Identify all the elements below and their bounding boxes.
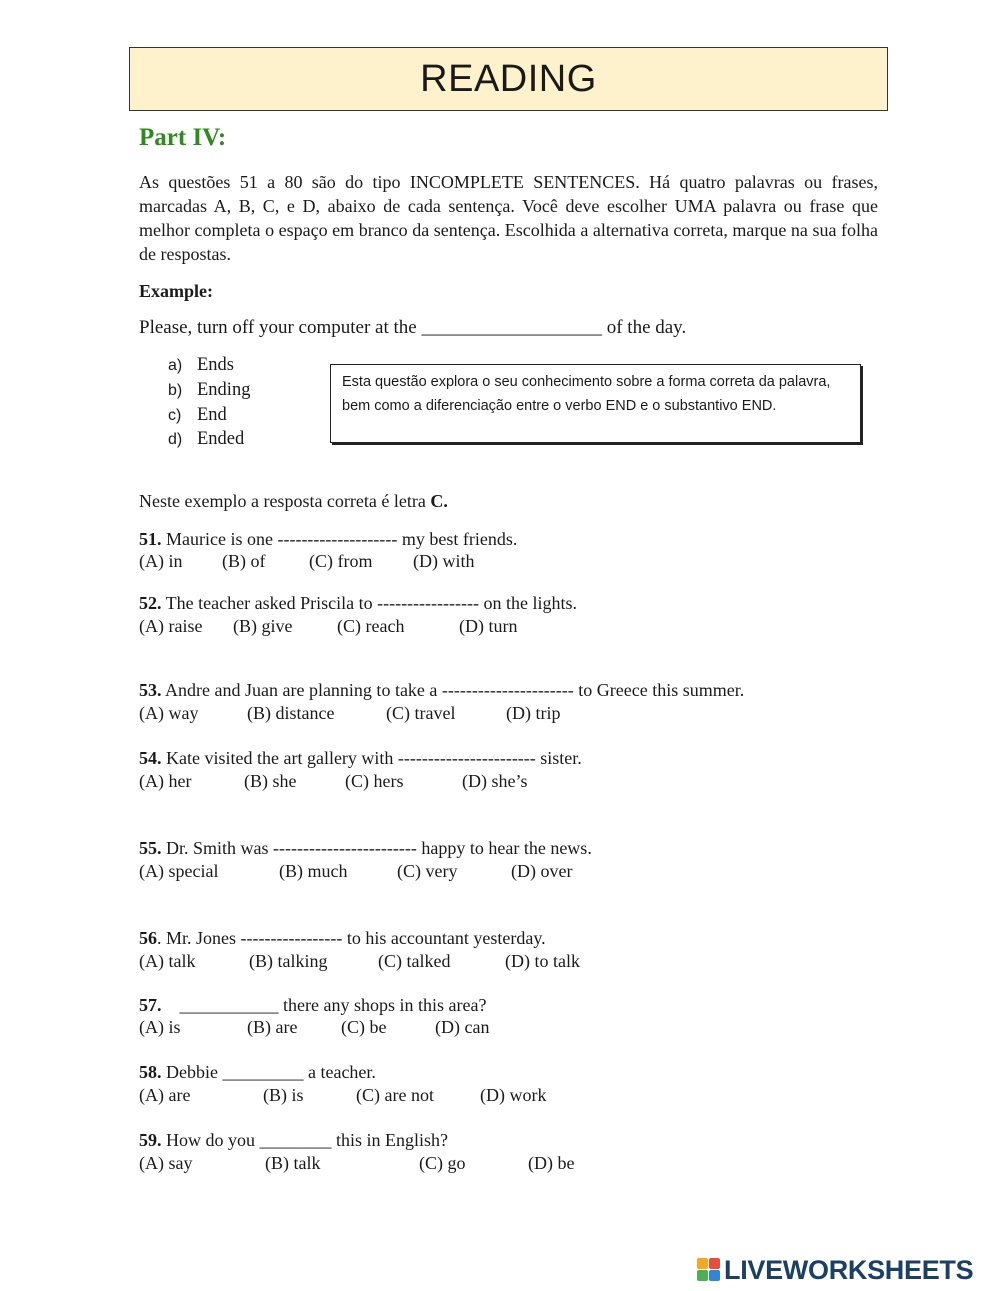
answer-prefix: Neste exemplo a resposta correta é letra: [139, 491, 431, 511]
option-c[interactable]: (C) are not: [356, 1085, 434, 1105]
liveworksheets-logo-icon: [697, 1258, 721, 1282]
example-question: Please, turn off your computer at the ___________________ of the day.: [139, 317, 687, 338]
option-letter: a): [168, 357, 183, 374]
question-number: 57.: [139, 995, 162, 1015]
question-number: 59.: [139, 1130, 162, 1150]
option-a[interactable]: (A) special: [139, 861, 219, 881]
option-letter: d): [168, 431, 183, 448]
question-53: [139, 680, 744, 701]
question-text: Debbie _________ a teacher.: [161, 1062, 376, 1082]
question-text: How do you ________ this in English?: [161, 1130, 448, 1150]
option-c[interactable]: (C) hers: [345, 771, 404, 791]
option-d[interactable]: (D) she’s: [462, 771, 528, 791]
question-text: Andre and Juan are planning to take a ---------------------- to Greece this summer.: [161, 680, 745, 700]
liveworksheets-logo[interactable]: [697, 1255, 973, 1285]
option-letter: c): [168, 407, 182, 424]
example-answer: [139, 491, 448, 512]
part-title: Part IV:: [139, 124, 227, 151]
example-option-c: [168, 405, 227, 426]
question-58: [139, 1062, 376, 1083]
question-text: . Mr. Jones ----------------- to his accountant yesterday.: [157, 928, 546, 948]
option-b[interactable]: (B) give: [233, 616, 293, 636]
option-a[interactable]: (A) talk: [139, 951, 196, 971]
option-text: End: [197, 405, 227, 425]
question-59: [139, 1130, 448, 1151]
option-d[interactable]: (D) turn: [459, 616, 518, 636]
option-b[interactable]: (B) distance: [247, 703, 335, 723]
question-number: 54.: [139, 748, 162, 768]
option-c[interactable]: (C) reach: [337, 616, 405, 636]
option-a[interactable]: (A) her: [139, 771, 192, 791]
option-b[interactable]: (B) is: [263, 1085, 304, 1105]
option-c[interactable]: (C) travel: [386, 703, 456, 723]
question-number: 55.: [139, 838, 162, 858]
option-d[interactable]: (D) trip: [506, 703, 561, 723]
reading-title-text: READING: [420, 57, 597, 100]
option-d[interactable]: (D) with: [413, 551, 475, 571]
option-b[interactable]: (B) of: [222, 551, 266, 571]
question-54: [139, 748, 582, 769]
option-text: Ends: [197, 355, 234, 375]
option-c[interactable]: (C) talked: [378, 951, 451, 971]
option-text: Ended: [197, 429, 245, 449]
question-number: 56: [139, 928, 157, 948]
option-c[interactable]: (C) be: [341, 1017, 387, 1037]
option-text: Ending: [197, 380, 251, 400]
option-d[interactable]: (D) to talk: [505, 951, 580, 971]
answer-letter: C.: [430, 491, 448, 511]
question-51: [139, 529, 517, 550]
option-c[interactable]: (C) go: [419, 1153, 466, 1173]
option-a[interactable]: (A) in: [139, 551, 183, 571]
option-b[interactable]: (B) much: [279, 861, 348, 881]
option-b[interactable]: (B) she: [244, 771, 297, 791]
option-a[interactable]: (A) say: [139, 1153, 193, 1173]
liveworksheets-logo-text: LIVEWORKSHEETS: [724, 1254, 974, 1285]
option-a[interactable]: (A) is: [139, 1017, 181, 1037]
question-text: Dr. Smith was ------------------------ happy to hear the news.: [161, 838, 592, 858]
instructions-paragraph: As questões 51 a 80 são do tipo INCOMPLETE SENTENCES. Há quatro palavras ou frases, marcadas A, B, C, e D, abaixo de cada sentença. Você deve escolher UMA palavra ou frase que melhor completa o espaço em branco da sentença. Escolhida a alternativa correta, marque na sua folha de respostas.: [139, 172, 878, 264]
example-option-d: [168, 429, 244, 450]
question-text: The teacher asked Priscila to ----------------- on the lights.: [161, 593, 577, 613]
question-number: 58.: [139, 1062, 162, 1082]
example-note-box: Esta questão explora o seu conhecimento sobre a forma correta da palavra, bem como a diferenciação entre o verbo END e o substantivo END.: [330, 364, 861, 443]
question-52: [139, 593, 577, 614]
option-a[interactable]: (A) are: [139, 1085, 191, 1105]
example-option-b: [168, 380, 250, 401]
option-b[interactable]: (B) are: [247, 1017, 298, 1037]
question-number: 51.: [139, 529, 162, 549]
option-d[interactable]: (D) can: [435, 1017, 490, 1037]
option-a[interactable]: (A) raise: [139, 616, 203, 636]
question-text: Kate visited the art gallery with ----------------------- sister.: [161, 748, 582, 768]
question-number: 53.: [139, 680, 162, 700]
question-56: [139, 928, 546, 949]
option-b[interactable]: (B) talk: [265, 1153, 321, 1173]
example-option-a: [168, 355, 234, 376]
option-b[interactable]: (B) talking: [249, 951, 328, 971]
option-a[interactable]: (A) way: [139, 703, 199, 723]
option-c[interactable]: (C) very: [397, 861, 458, 881]
option-d[interactable]: (D) over: [511, 861, 573, 881]
option-letter: b): [168, 382, 183, 399]
option-d[interactable]: (D) work: [480, 1085, 547, 1105]
question-text: Maurice is one -------------------- my best friends.: [161, 529, 518, 549]
question-55: [139, 838, 592, 859]
option-d[interactable]: (D) be: [528, 1153, 575, 1173]
option-c[interactable]: (C) from: [309, 551, 373, 571]
question-57: [139, 995, 486, 1016]
reading-title: [129, 47, 888, 111]
example-label: Example:: [139, 281, 213, 301]
question-number: 52.: [139, 593, 162, 613]
question-text: ___________ there any shops in this area?: [161, 995, 487, 1015]
